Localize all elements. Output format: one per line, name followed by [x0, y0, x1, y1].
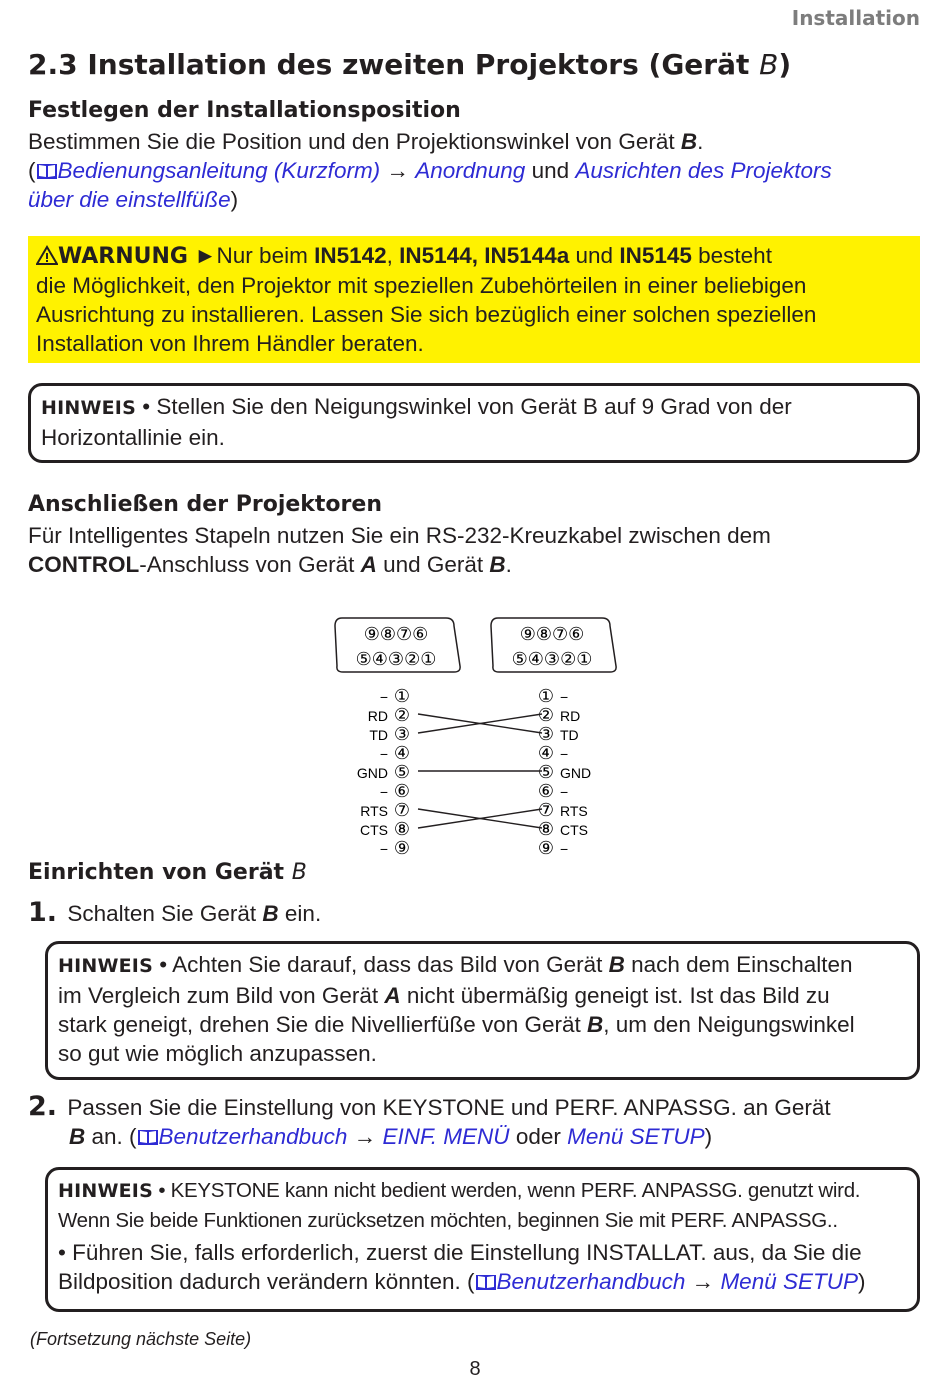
running-header: Installation [791, 6, 920, 30]
connect-period: . [505, 552, 512, 577]
step-2 [28, 1092, 928, 1151]
link-ausrichten-b[interactable]: über die einstellfüße [28, 187, 231, 212]
note3-l3: • Führen Sie, falls erforderlich, zuerst die Einstellung INSTALLAT. aus, da Sie die [58, 1240, 862, 1265]
right-pin-label: CTS [560, 822, 588, 838]
note2-l1b: B [608, 952, 625, 977]
step-1 [28, 898, 321, 928]
model-in5145: IN5145 [619, 243, 692, 268]
connect-line1: Für Intelligentes Stapeln nutzen Sie ein RS-232-Kreuzkabel zwischen dem [28, 523, 771, 548]
control-port: CONTROL [28, 552, 140, 577]
right-pin-number: ⑦ [537, 800, 555, 820]
link-menue-setup[interactable]: Menü SETUP [567, 1124, 705, 1149]
position-und: und [525, 158, 576, 183]
connector-a-bottom-pins: ⑤④③②① [355, 649, 437, 669]
right-pin-label: RD [560, 708, 581, 724]
device-a: A [360, 552, 377, 577]
left-pin-number: ⑦ [393, 800, 411, 820]
note1-text1: • Stellen Sie den Neigungswinkel von Gerät B auf 9 Grad von der [135, 394, 792, 419]
position-line1: Bestimmen Sie die Position und den Projektionswinkel von Gerät [28, 129, 675, 154]
connector-b [491, 618, 616, 672]
step-2-oder: oder [509, 1124, 568, 1149]
note3-l2: Wenn Sie beide Funktionen zurücksetzen möchten, beginnen Sie mit PERF. ANPASSG.. [58, 1209, 838, 1232]
note-label: HINWEIS [58, 1180, 153, 1202]
left-pin-label: TD [369, 727, 388, 743]
setup-device: B [291, 860, 307, 885]
note3-close: ) [858, 1269, 866, 1294]
section-title [28, 48, 791, 81]
left-pin-number: ⑥ [393, 781, 411, 801]
right-pin-number: ⑥ [537, 781, 555, 801]
right-pin-label: − [560, 746, 569, 762]
position-close: ) [230, 187, 239, 212]
step-2-arrow: → [347, 1124, 383, 1149]
left-pin-label: − [379, 689, 388, 705]
right-pin-label: − [560, 784, 569, 800]
left-pin-number: ⑨ [393, 838, 411, 858]
note-label: HINWEIS [58, 955, 153, 977]
note2-l2b: A [384, 983, 401, 1008]
section-title-close: ) [778, 48, 792, 81]
connector-b-top-pins: ⑨⑧⑦⑥ [519, 624, 585, 644]
warning-pointer: ► [194, 243, 217, 268]
warning-und: und [569, 243, 620, 268]
right-pin-number: ⑤ [537, 762, 555, 782]
position-device: B [680, 129, 698, 154]
link-menue-setup-2[interactable]: Menü SETUP [720, 1269, 858, 1294]
step-1-number: 1. [28, 897, 58, 928]
step-1-end: ein. [278, 901, 322, 926]
note-label: HINWEIS [41, 397, 136, 419]
note2-l3a: stark geneigt, drehen Sie die Nivellierfüße von Gerät [58, 1012, 588, 1037]
left-pin-label: GND [356, 765, 388, 781]
note3-l1: • KEYSTONE kann nicht bedient werden, wenn PERF. ANPASSG. genutzt wird. [152, 1179, 861, 1202]
step-2-line1: Passen Sie die Einstellung von KEYSTONE und PERF. ANPASSG. an Gerät [67, 1095, 831, 1120]
note-box-1 [28, 383, 920, 463]
section-number: 2.3 [28, 48, 78, 81]
note3-arrow: → [685, 1269, 721, 1294]
note3-l4a: Bildposition dadurch verändern könnten. ( [58, 1269, 475, 1294]
right-pin-label: RTS [560, 803, 588, 819]
position-period: . [697, 129, 704, 154]
section-title-text: Installation des zweiten Projektors (Gerät [87, 48, 750, 81]
left-pin-label: − [379, 746, 388, 762]
connector-a-top-pins: ⑨⑧⑦⑥ [363, 624, 429, 644]
left-pin-label: CTS [360, 822, 388, 838]
warning-text1: Nur beim [216, 243, 315, 268]
link-ausrichten-a[interactable]: Ausrichten des Projektors [575, 158, 832, 183]
note2-l2a: im Vergleich zum Bild von Gerät [58, 983, 385, 1008]
connect-heading: Anschließen der Projektoren [28, 492, 382, 517]
connect-und: und Gerät [376, 552, 490, 577]
right-pin-label: − [560, 841, 569, 857]
right-pin-label: TD [560, 727, 579, 743]
book-icon [36, 161, 58, 181]
warning-line4: Installation von Ihrem Händler beraten. [36, 331, 424, 356]
left-pin-label: RD [367, 708, 388, 724]
position-heading: Festlegen der Installationsposition [28, 98, 461, 123]
right-pin-number: ④ [537, 743, 555, 763]
setup-heading [28, 860, 307, 885]
wires [418, 714, 542, 828]
position-arrow: → [380, 158, 416, 183]
right-pin-number: ⑨ [537, 838, 555, 858]
right-pin-number: ⑧ [537, 819, 555, 839]
note1-text2: Horizontallinie ein. [41, 425, 225, 450]
left-pin-number: ③ [393, 724, 411, 744]
note2-l4: so gut wie möglich anzupassen. [58, 1041, 377, 1066]
link-einf-menue[interactable]: EINF. MENÜ [382, 1124, 510, 1149]
page-number: 8 [469, 1358, 481, 1380]
step-1-device: B [262, 901, 279, 926]
step-2-device: B [69, 1124, 86, 1149]
left-pin-label: − [379, 784, 388, 800]
step-2-number: 2. [28, 1091, 58, 1122]
setup-heading-text: Einrichten von Gerät [28, 860, 285, 885]
note-box-2 [45, 941, 920, 1080]
left-pin-label: RTS [360, 803, 388, 819]
note2-l3c: , um den Neigungswinkel [603, 1012, 855, 1037]
right-pin-number: ② [537, 705, 555, 725]
model-in5142: IN5142 [314, 243, 387, 268]
connector-a [335, 618, 460, 672]
device-b: B [489, 552, 506, 577]
note-box-3 [45, 1167, 920, 1312]
note2-l3b: B [587, 1012, 604, 1037]
rs232-wiring-diagram [330, 612, 630, 867]
continued-note: (Fortsetzung nächste Seite) [30, 1329, 252, 1349]
warning-line2: die Möglichkeit, den Projektor mit speziellen Zubehörteilen in einer beliebigen [36, 273, 807, 298]
left-pin-label: − [379, 841, 388, 857]
left-pin-number: ④ [393, 743, 411, 763]
right-pin-number: ① [537, 686, 555, 706]
section-title-device: B [759, 48, 779, 81]
book-icon [137, 1127, 159, 1147]
note2-l1c: nach dem Einschalten [624, 952, 853, 977]
note2-l1a: • Achten Sie darauf, dass das Bild von Gerät [152, 952, 609, 977]
book-icon [475, 1272, 497, 1292]
link-anordnung[interactable]: Anordnung [415, 158, 526, 183]
right-pin-number: ③ [537, 724, 555, 744]
left-pin-number: ⑧ [393, 819, 411, 839]
step-2-an: an. ( [85, 1124, 137, 1149]
model-in5144: IN5144, IN5144a [399, 243, 570, 268]
link-benutzerhandbuch[interactable]: Benutzerhandbuch [158, 1124, 348, 1149]
warning-label: WARNUNG [58, 244, 188, 269]
connect-paragraph [28, 521, 928, 579]
step-2-close: ) [704, 1124, 713, 1149]
warning-comma: , [386, 243, 400, 268]
right-pin-label: − [560, 689, 569, 705]
right-pin-label: GND [560, 765, 592, 781]
position-paragraph [28, 127, 928, 214]
step-1-text: Schalten Sie Gerät [67, 901, 263, 926]
warning-box [28, 236, 920, 363]
left-pin-number: ① [393, 686, 411, 706]
position-open: ( [28, 158, 36, 183]
warning-text2: besteht [691, 243, 772, 268]
left-pin-number: ⑤ [393, 762, 411, 782]
warning-line3: Ausrichtung zu installieren. Lassen Sie sich bezüglich einer solchen speziellen [36, 302, 817, 327]
left-pin-number: ② [393, 705, 411, 725]
note2-l2c: nicht übermäßig geneigt ist. Ist das Bild zu [400, 983, 830, 1008]
warning-triangle-icon [36, 245, 58, 265]
link-kurzform[interactable]: Bedienungsanleitung (Kurzform) [57, 158, 381, 183]
link-benutzerhandbuch-2[interactable]: Benutzerhandbuch [496, 1269, 686, 1294]
connector-b-bottom-pins: ⑤④③②① [511, 649, 593, 669]
connect-text2: -Anschluss von Gerät [139, 552, 361, 577]
